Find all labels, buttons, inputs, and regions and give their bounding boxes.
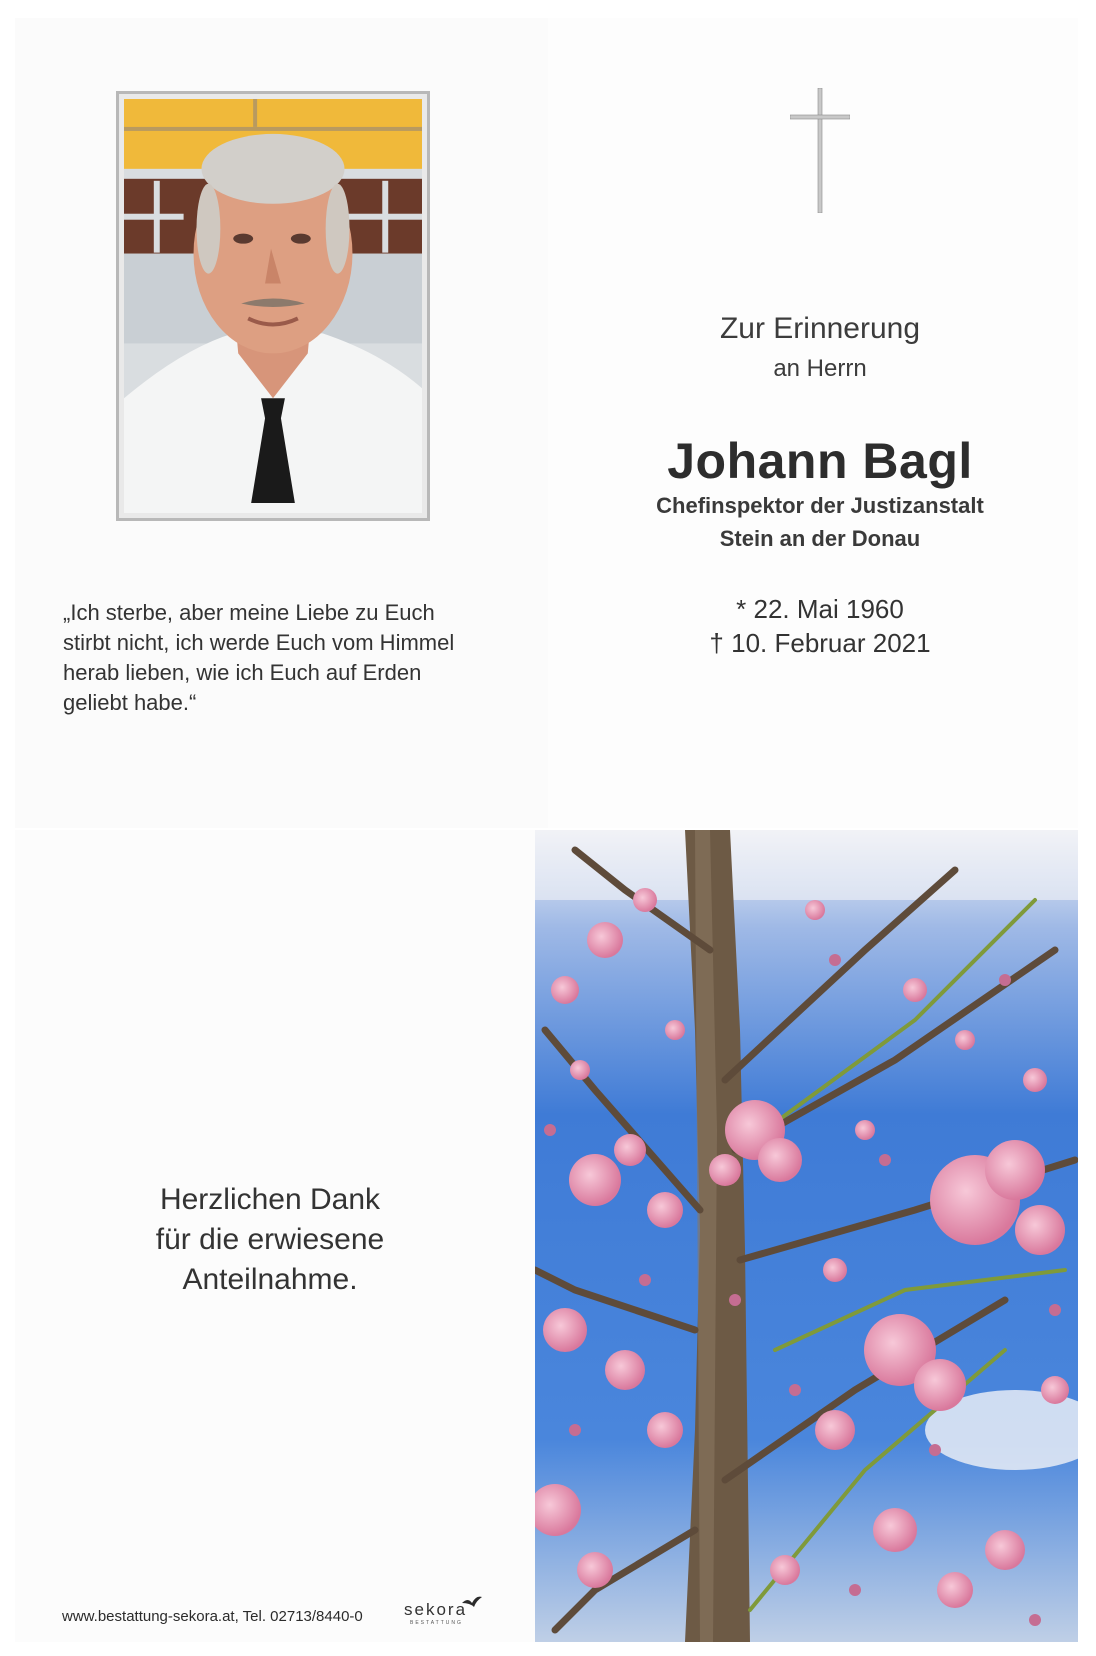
cherry-blossom-image xyxy=(535,830,1078,1642)
memorial-quote xyxy=(63,598,523,718)
thanks-message xyxy=(60,1180,480,1300)
blossom-photo xyxy=(535,830,1078,1642)
portrait-photo xyxy=(116,91,430,521)
thanks-line: Anteilnahme. xyxy=(182,1263,358,1296)
deceased-name: Johann Bagl xyxy=(667,433,973,489)
bird-logo-icon xyxy=(462,1595,482,1609)
birth-date: * 22. Mai 1960 xyxy=(736,594,904,624)
death-date: † 10. Februar 2021 xyxy=(709,628,931,658)
quote-line: herab lieben, wie ich Euch auf Erden xyxy=(63,660,422,685)
funeral-home-logo: sekora xyxy=(404,1600,468,1619)
cross-icon xyxy=(790,88,850,213)
role-line-1: Chefinspektor der Justizanstalt xyxy=(656,493,984,518)
role-line-2: Stein an der Donau xyxy=(719,526,921,551)
thanks-line: für die erwiesene xyxy=(155,1223,385,1256)
portrait-image xyxy=(124,99,422,513)
quote-line: geliebt habe.“ xyxy=(63,690,197,715)
memorial-heading: Zur Erinnerung xyxy=(719,312,921,345)
funeral-home-logo-sub: BESTATTUNG xyxy=(410,1620,463,1626)
thanks-line: Herzlichen Dank xyxy=(159,1183,381,1216)
quote-line: stirbt nicht, ich werde Euch vom Himmel xyxy=(63,630,455,655)
funeral-home-contact: www.bestattung-sekora.at, Tel. 02713/8440-0 xyxy=(62,1608,363,1625)
quote-line: „Ich sterbe, aber meine Liebe zu Euch xyxy=(63,600,435,625)
salutation: an Herrn xyxy=(773,355,867,382)
